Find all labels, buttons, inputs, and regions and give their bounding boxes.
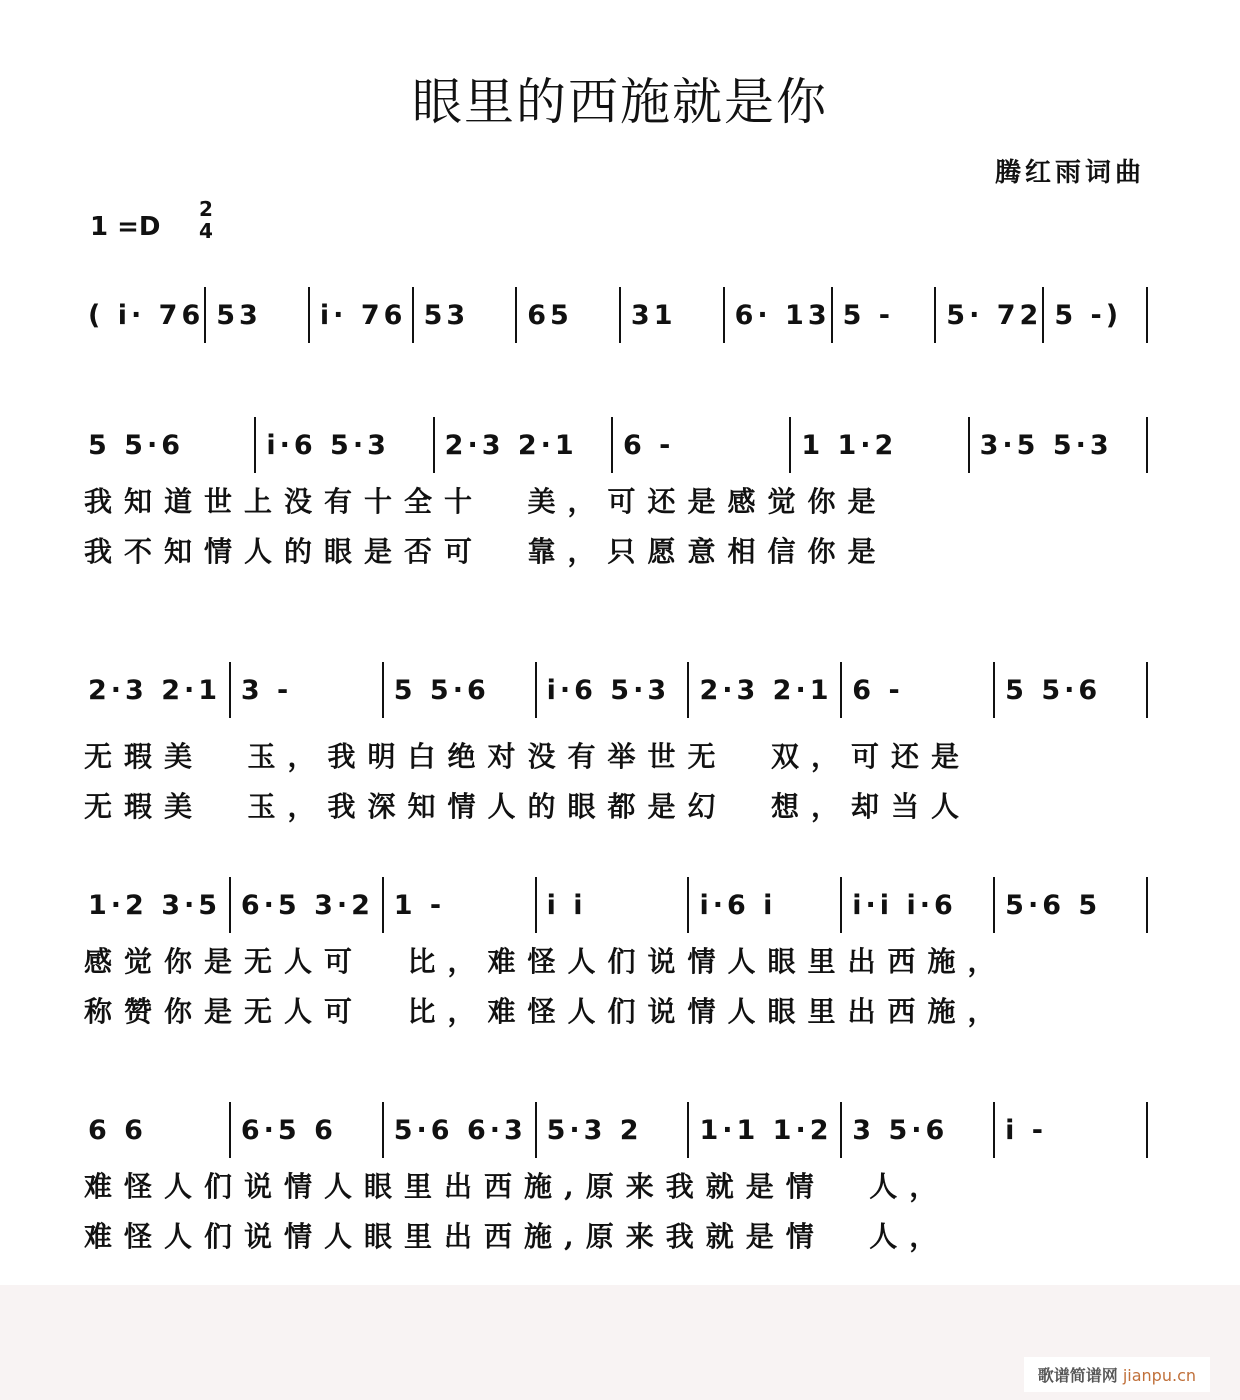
lyric-line: 无瑕美 玉，我明白绝对没有举世无 双，可还是 <box>84 740 971 773</box>
measure: 2·3 2·1 <box>689 662 842 718</box>
measure: 5· 72 <box>936 287 1044 343</box>
lyric-line: 我知道世上没有十全十 美，可还是感觉你是 <box>84 485 888 518</box>
measure: 2·3 2·1 <box>435 417 613 473</box>
lyric-line: 无瑕美 玉，我深知情人的眼都是幻 想，却当人 <box>84 790 971 823</box>
measure: 5·3 2 <box>537 1102 690 1158</box>
watermark-domain: jianpu.cn <box>1122 1366 1196 1385</box>
measure: 6·5 6 <box>231 1102 384 1158</box>
song-title: 眼里的西施就是你 <box>412 73 828 131</box>
footer <box>0 1285 1240 1400</box>
measure: 1 - <box>384 877 537 933</box>
notation-line <box>88 875 1148 935</box>
time-numerator: 2 <box>199 197 213 221</box>
lyric-line: 难怪人们说情人眼里出西施,原来我就是情 人， <box>84 1170 950 1203</box>
lyric-line: 称赞你是无人可 比，难怪人们说情人眼里出西施， <box>84 995 1008 1028</box>
measure: 5 5·6 <box>995 662 1148 718</box>
measure: 3 - <box>231 662 384 718</box>
time-denominator: 4 <box>199 219 213 243</box>
watermark <box>1024 1357 1210 1392</box>
measure: i·i i·6 <box>842 877 995 933</box>
measure: 31 <box>621 287 725 343</box>
lyric-line: 我不知情人的眼是否可 靠，只愿意相信你是 <box>84 535 888 568</box>
measure: 6·5 3·2 <box>231 877 384 933</box>
measure: 5 5·6 <box>88 417 256 473</box>
measure: 6· 13 <box>725 287 833 343</box>
measure: 1 1·2 <box>791 417 969 473</box>
composer-credit: 腾红雨词曲 <box>994 158 1145 188</box>
measure: 6 - <box>613 417 791 473</box>
measure: ( i· 76 <box>88 287 206 343</box>
lyric-line: 难怪人们说情人眼里出西施,原来我就是情 人， <box>84 1220 950 1253</box>
measure: 53 <box>206 287 310 343</box>
measure: 1·1 1·2 <box>689 1102 842 1158</box>
measure: 5 -) <box>1044 287 1148 343</box>
time-signature <box>196 198 216 242</box>
key-signature: 1 =D <box>90 212 161 242</box>
measure: i·6 5·3 <box>537 662 690 718</box>
measure: 3·5 5·3 <box>970 417 1148 473</box>
measure: 6 - <box>842 662 995 718</box>
notation-line <box>88 285 1148 345</box>
notation-line <box>88 415 1148 475</box>
notation-line <box>88 1100 1148 1160</box>
measure: 53 <box>414 287 518 343</box>
measure: 6 6 <box>88 1102 231 1158</box>
measure: 5 5·6 <box>384 662 537 718</box>
measure: i·6 5·3 <box>256 417 434 473</box>
measure: 5 - <box>833 287 937 343</box>
measure: 3 5·6 <box>842 1102 995 1158</box>
measure: 65 <box>517 287 621 343</box>
measure: 5·6 6·3 <box>384 1102 537 1158</box>
measure: 1·2 3·5 <box>88 877 231 933</box>
measure: i i <box>537 877 690 933</box>
measure: i·6 i <box>689 877 842 933</box>
measure: 5·6 5 <box>995 877 1148 933</box>
notation-line <box>88 660 1148 720</box>
measure: 2·3 2·1 <box>88 662 231 718</box>
lyric-line: 感觉你是无人可 比，难怪人们说情人眼里出西施， <box>84 945 1008 978</box>
measure: i - <box>995 1102 1148 1158</box>
watermark-text: 歌谱简谱网 <box>1037 1366 1118 1385</box>
measure: i· 76 <box>310 287 414 343</box>
